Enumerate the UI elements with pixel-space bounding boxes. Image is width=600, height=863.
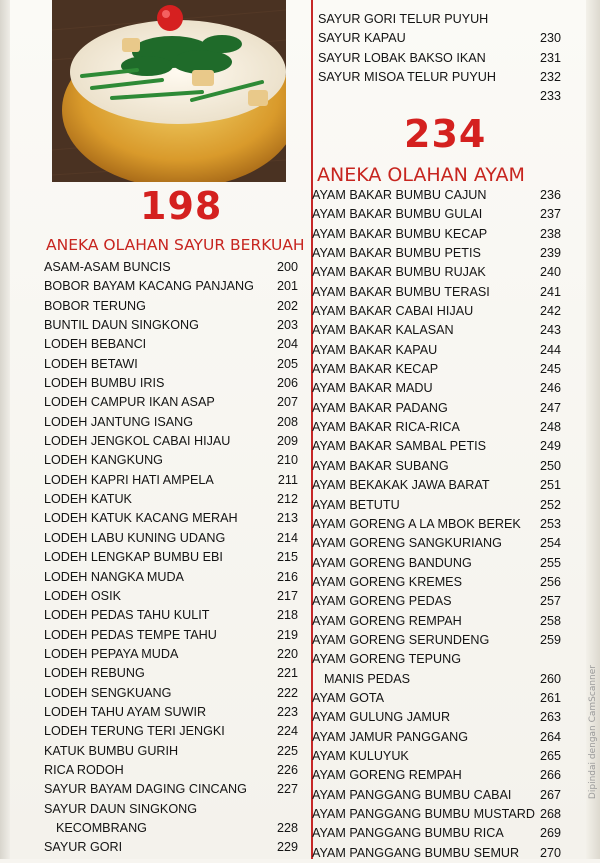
recipe-name: LODEH CAMPUR IKAN ASAP — [44, 395, 215, 410]
recipe-name: SAYUR BAYAM DAGING CINCANG — [44, 782, 247, 797]
recipe-page-number: 237 — [539, 207, 561, 222]
recipe-name: SAYUR MISOA TELUR PUYUH — [318, 70, 496, 85]
recipe-list-item — [312, 418, 561, 437]
recipe-page-number: 253 — [539, 516, 561, 531]
recipe-list-item — [44, 335, 298, 354]
recipe-name: AYAM BAKAR SUBANG — [312, 458, 449, 473]
recipe-list-item — [318, 29, 561, 48]
recipe-name: SAYUR LOBAK BAKSO IKAN — [318, 50, 486, 65]
recipe-page-number: 265 — [539, 748, 561, 763]
recipe-name: AYAM GORENG REMPAH — [312, 768, 462, 783]
food-photo — [52, 0, 286, 182]
recipe-page-number: 227 — [276, 782, 298, 797]
recipe-list-item — [312, 476, 561, 495]
recipe-name: KATUK BUMBU GURIH — [44, 743, 179, 758]
recipe-list-item — [312, 612, 561, 631]
recipe-name: MANIS PEDAS — [324, 671, 411, 686]
recipe-list-item — [44, 529, 298, 548]
recipe-name: AYAM BAKAR BUMBU KECAP — [312, 226, 488, 241]
recipe-name: LODEH LENGKAP BUMBU EBI — [44, 550, 223, 565]
recipe-page-number: 217 — [276, 588, 298, 603]
recipe-page-number: 270 — [539, 845, 561, 860]
recipe-list-item — [312, 824, 561, 843]
recipe-list-item — [312, 786, 561, 805]
recipe-page-number: 251 — [539, 478, 561, 493]
recipe-page-number: 246 — [539, 381, 561, 396]
recipe-list-item — [312, 515, 561, 534]
recipe-list-item — [44, 838, 298, 857]
recipe-page-number: 268 — [539, 807, 561, 821]
recipe-list-item — [44, 587, 298, 606]
recipe-list-item — [312, 186, 561, 205]
recipe-name: AYAM GORENG TEPUNG — [312, 652, 462, 667]
recipe-list-item — [44, 606, 298, 625]
recipe-name: AYAM BAKAR BUMBU RUJAK — [312, 265, 486, 280]
recipe-name: AYAM BAKAR BUMBU GULAI — [312, 207, 483, 222]
recipe-name: AYAM PANGGANG BUMBU MUSTARD — [312, 807, 535, 821]
recipe-page-number: 209 — [276, 434, 298, 449]
recipe-list-item — [312, 244, 561, 263]
recipe-name: AYAM JAMUR PANGGANG — [312, 729, 469, 744]
recipe-list-item — [44, 277, 298, 296]
recipe-name: AYAM GORENG A LA MBOK BEREK — [312, 516, 521, 531]
recipe-page-number: 256 — [539, 574, 561, 589]
recipe-list-item — [44, 703, 298, 722]
recipe-list-item — [44, 684, 298, 703]
recipe-page-number: 228 — [276, 820, 298, 835]
recipe-list-item — [44, 297, 298, 316]
recipe-name: AYAM BAKAR BUMBU CAJUN — [312, 188, 487, 202]
recipe-list-item — [44, 742, 298, 761]
recipe-page-number: 248 — [539, 420, 561, 435]
recipe-name: LODEH NANGKA MUDA — [44, 569, 184, 584]
recipe-name: AYAM PANGGANG BUMBU SEMUR — [312, 845, 520, 860]
recipe-name: LODEH PEDAS TAHU KULIT — [44, 608, 210, 623]
recipe-name: AYAM GORENG BANDUNG — [312, 555, 472, 570]
recipe-page-number: 258 — [539, 613, 561, 628]
recipe-list-item — [44, 432, 298, 451]
recipe-list-item — [44, 316, 298, 335]
recipe-list-item — [44, 393, 298, 412]
recipe-list-item — [312, 631, 561, 650]
recipe-list-item — [44, 413, 298, 432]
left-section-title: ANEKA OLAHAN SAYUR BERKUAH — [46, 236, 305, 254]
recipe-name: AYAM BAKAR BUMBU TERASI — [312, 284, 490, 299]
recipe-list-item — [44, 626, 298, 645]
recipe-page-number: 257 — [539, 594, 561, 609]
right-section-title: ANEKA OLAHAN AYAM — [317, 164, 525, 186]
recipe-name: AYAM BAKAR BUMBU PETIS — [312, 246, 481, 261]
recipe-name: AYAM BEKAKAK JAWA BARAT — [312, 478, 490, 493]
recipe-list-item — [312, 747, 561, 766]
recipe-page-number: 225 — [276, 743, 298, 758]
recipe-page-number: 255 — [539, 555, 561, 570]
recipe-name: BUNTIL DAUN SINGKONG — [44, 318, 199, 333]
recipe-page-number: 221 — [276, 666, 298, 681]
recipe-name: AYAM BAKAR CABAI HIJAU — [312, 304, 474, 319]
recipe-page-number: 242 — [539, 304, 561, 319]
recipe-list-item — [312, 379, 561, 398]
recipe-name: SAYUR DAUN SINGKONG — [44, 801, 198, 816]
recipe-list-item — [44, 374, 298, 393]
recipe-name: KECOMBRANG — [56, 820, 147, 835]
recipe-page-number: 207 — [276, 395, 298, 410]
recipe-list-item — [312, 554, 561, 573]
recipe-name: ASAM-ASAM BUNCIS — [44, 260, 171, 274]
recipe-name: LODEH PEDAS TEMPE TAHU — [44, 627, 217, 642]
recipe-page-number: 224 — [276, 724, 298, 739]
recipe-name: LODEH JANTUNG ISANG — [44, 414, 194, 429]
recipe-name: AYAM BAKAR KAPAU — [312, 342, 438, 357]
recipe-list-item — [44, 780, 298, 799]
recipe-name: LODEH KANGKUNG — [44, 453, 163, 468]
recipe-page-number: 232 — [539, 70, 561, 85]
recipe-page-number: 238 — [539, 226, 561, 241]
recipe-name: AYAM GORENG KREMES — [312, 574, 462, 589]
recipe-list-item — [312, 457, 561, 476]
recipe-page-number: 241 — [539, 284, 561, 299]
recipe-name: SAYUR KAPAU — [318, 31, 406, 46]
recipe-page-number: 247 — [539, 400, 561, 415]
recipe-page-number: 261 — [539, 690, 561, 705]
recipe-page-number: 230 — [539, 31, 561, 46]
recipe-list-item — [312, 708, 561, 727]
recipe-page-number: 250 — [539, 458, 561, 473]
recipe-page-number: 203 — [276, 318, 298, 333]
recipe-list-item — [318, 10, 561, 29]
recipe-list-item — [312, 399, 561, 418]
recipe-name: LODEH KAPRI HATI AMPELA — [44, 472, 214, 487]
recipe-name: LODEH OSIK — [44, 588, 121, 603]
recipe-list-item — [312, 689, 561, 708]
recipe-name: BOBOR BAYAM KACANG PANJANG — [44, 279, 254, 294]
recipe-list-item — [312, 573, 561, 592]
recipe-list-item — [312, 283, 561, 302]
recipe-page-number: 267 — [539, 787, 561, 802]
recipe-name: AYAM KULUYUK — [312, 748, 409, 763]
recipe-page-number: 269 — [539, 826, 561, 841]
recipe-list-item — [312, 534, 561, 553]
recipe-page-number: 243 — [539, 323, 561, 338]
recipe-page-number: 259 — [539, 632, 561, 647]
recipe-list-item — [44, 761, 298, 780]
recipe-page-number: 212 — [276, 492, 298, 507]
recipe-name: LODEH TERUNG TERI JENGKI — [44, 724, 225, 739]
recipe-name: AYAM BAKAR SAMBAL PETIS — [312, 439, 487, 454]
recipe-name: RICA RODOH — [44, 762, 124, 777]
recipe-page-number: 223 — [276, 704, 298, 719]
recipe-page-number: 233 — [539, 89, 561, 104]
recipe-list-item — [312, 437, 561, 456]
recipe-name: AYAM BETUTU — [312, 497, 400, 512]
recipe-list-item — [312, 321, 561, 340]
left-recipe-list — [44, 258, 298, 858]
recipe-page-number: 222 — [276, 685, 298, 700]
recipe-list-item — [44, 509, 298, 528]
recipe-list-item — [312, 225, 561, 244]
recipe-page-number: 244 — [539, 342, 561, 357]
recipe-page-number: 200 — [276, 260, 298, 274]
recipe-list-item — [44, 451, 298, 470]
recipe-name: LODEH KATUK KACANG MERAH — [44, 511, 238, 526]
recipe-list-item — [318, 49, 561, 68]
recipe-page-number: 264 — [539, 729, 561, 744]
recipe-name: AYAM BAKAR PADANG — [312, 400, 448, 415]
recipe-name: AYAM GOTA — [312, 690, 385, 705]
recipe-name: AYAM BAKAR MADU — [312, 381, 433, 396]
recipe-name: AYAM BAKAR KECAP — [312, 362, 439, 377]
recipe-list-item — [312, 844, 561, 863]
recipe-page-number: 210 — [276, 453, 298, 468]
recipe-list-item — [312, 360, 561, 379]
recipe-list-item — [312, 766, 561, 785]
recipe-page-number: 206 — [276, 376, 298, 391]
recipe-page-number: 211 — [277, 472, 298, 487]
recipe-name: LODEH SENGKUANG — [44, 685, 172, 700]
recipe-page-number: 205 — [276, 356, 298, 371]
recipe-page-number: 201 — [276, 279, 298, 294]
recipe-page-number: 231 — [539, 50, 561, 65]
recipe-page-number: 229 — [276, 840, 298, 855]
recipe-list-item — [44, 819, 298, 838]
page-gutter-shadow — [0, 0, 10, 859]
recipe-page-number: 215 — [276, 550, 298, 565]
recipe-list-item — [44, 490, 298, 509]
recipe-name: LODEH TAHU AYAM SUWIR — [44, 704, 207, 719]
recipe-page-number: 216 — [276, 569, 298, 584]
recipe-name: AYAM GORENG PEDAS — [312, 594, 452, 609]
recipe-page-number: 218 — [276, 608, 298, 623]
recipe-page-number: 226 — [276, 762, 298, 777]
recipe-name: AYAM BAKAR RICA-RICA — [312, 420, 460, 435]
recipe-name: LODEH LABU KUNING UDANG — [44, 530, 226, 545]
recipe-page-number: 252 — [539, 497, 561, 512]
recipe-list-item — [312, 805, 561, 824]
recipe-list-item — [312, 592, 561, 611]
recipe-name: AYAM PANGGANG BUMBU CABAI — [312, 787, 512, 802]
recipe-page-number: 213 — [276, 511, 298, 526]
recipe-list-item — [312, 263, 561, 282]
recipe-page-number: 245 — [539, 362, 561, 377]
recipe-list-item — [44, 722, 298, 741]
recipe-list-item — [44, 355, 298, 374]
recipe-list-item — [312, 728, 561, 747]
left-section-page-number: 198 — [140, 184, 223, 228]
recipe-page-number: 249 — [539, 439, 561, 454]
recipe-name: LODEH BEBANCI — [44, 337, 147, 352]
recipe-name: AYAM GORENG REMPAH — [312, 613, 462, 628]
recipe-list-item — [44, 800, 298, 819]
recipe-name: LODEH BETAWI — [44, 356, 138, 371]
right-section-page-number: 234 — [404, 112, 487, 156]
recipe-page-number: 239 — [539, 246, 561, 261]
recipe-page-number: 214 — [276, 530, 298, 545]
recipe-list-item — [44, 568, 298, 587]
recipe-list-item — [44, 471, 298, 490]
recipe-name: AYAM GULUNG JAMUR — [312, 710, 451, 725]
recipe-list-item — [312, 650, 561, 669]
recipe-page-number: 236 — [539, 188, 561, 202]
recipe-list-item — [312, 341, 561, 360]
recipe-page-number: 240 — [539, 265, 561, 280]
recipe-list-item — [44, 645, 298, 664]
recipe-name: SAYUR GORI — [44, 840, 123, 855]
recipe-page-number: 208 — [276, 414, 298, 429]
recipe-name: SAYUR GORI TELUR PUYUH — [318, 12, 489, 26]
recipe-page-number: 202 — [276, 298, 298, 313]
recipe-name: BOBOR TERUNG — [44, 298, 146, 313]
recipe-list-item — [312, 302, 561, 321]
recipe-name: LODEH PEPAYA MUDA — [44, 646, 179, 661]
recipe-list-item — [318, 87, 561, 106]
recipe-name: LODEH KATUK — [44, 492, 132, 507]
recipe-page-number: 204 — [276, 337, 298, 352]
recipe-list-item — [318, 68, 561, 87]
recipe-name: AYAM GORENG SANGKURIANG — [312, 536, 502, 551]
scanner-watermark: Dipindai dengan CamScanner — [588, 664, 598, 799]
recipe-page-number: 219 — [276, 627, 298, 642]
recipe-name: LODEH JENGKOL CABAI HIJAU — [44, 434, 231, 449]
top-right-recipe-list — [318, 10, 561, 107]
recipe-list-item — [44, 664, 298, 683]
recipe-name: AYAM PANGGANG BUMBU RICA — [312, 826, 504, 841]
recipe-list-item — [312, 205, 561, 224]
recipe-list-item — [44, 548, 298, 567]
recipe-page-number: 220 — [276, 646, 298, 661]
right-recipe-list — [312, 186, 561, 863]
recipe-name: AYAM GORENG SERUNDENG — [312, 632, 490, 647]
recipe-page-number: 254 — [539, 536, 561, 551]
recipe-page-number: 266 — [539, 768, 561, 783]
recipe-list-item — [44, 258, 298, 277]
recipe-name: AYAM BAKAR KALASAN — [312, 323, 454, 338]
recipe-page-number: 263 — [539, 710, 561, 725]
recipe-list-item — [312, 496, 561, 515]
recipe-page-number: 260 — [539, 671, 561, 686]
recipe-name: LODEH REBUNG — [44, 666, 145, 681]
recipe-list-item — [312, 670, 561, 689]
recipe-name: LODEH BUMBU IRIS — [44, 376, 165, 391]
